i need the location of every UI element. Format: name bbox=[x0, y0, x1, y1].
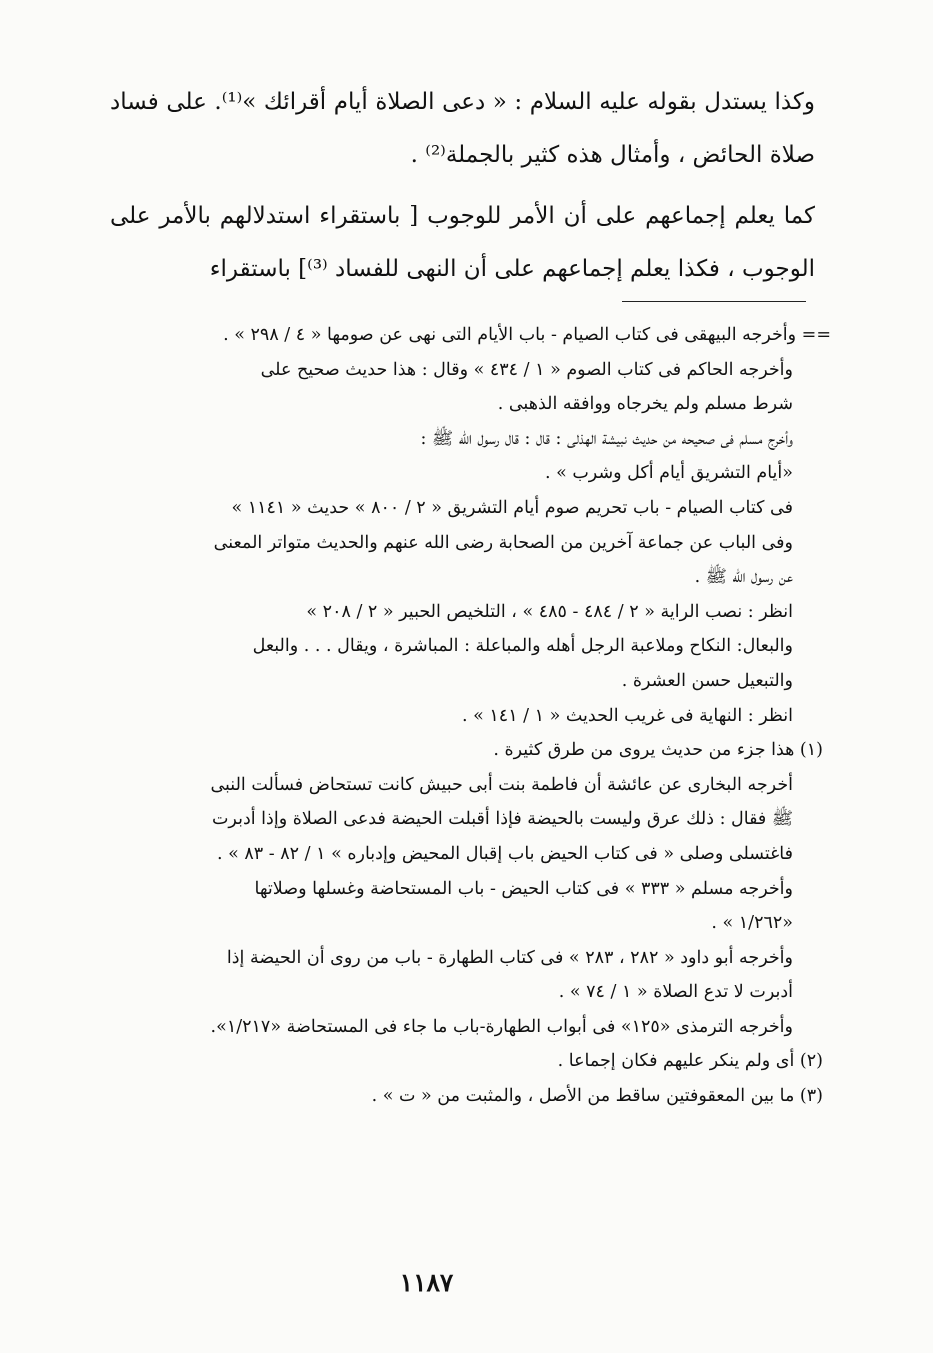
footnote-line: == وأخرجه البيهقى فى كتاب الصيام - باب الأيام التى نهى عن صومها « ٤ / ٢٩٨ » . bbox=[223, 325, 831, 345]
footnote-line: ﷺ فقال : ذلك عرق وليست بالحيضة فإذا أقبلت الحيضة فدعى الصلاة وإذا أدبرت bbox=[211, 809, 793, 830]
footnote-line: وفى الباب عن جماعة آخرين من الصحابة رضى الله عنهم والحديث متواتر المعنى bbox=[213, 532, 793, 553]
main-text bbox=[110, 76, 815, 296]
footnote-line: أخرجه البخارى عن عائشة أن فاطمة بنت أبى حبيش كانت تستحاض فسألت النبى bbox=[210, 774, 793, 795]
footnote-3-line: (٣) ما بين المعقوفتين ساقط من الأصل ، والمثبت من « ت » . bbox=[371, 1086, 823, 1107]
main-paragraph-2: كما يعلم إجماعهم على أن الأمر للوجوب [ باستقراء استدلالهم بالأمر على الوجوب ، فكذا يعلم إجماعهم على أن النهى للفساد ⁽³⁾] باستقراء bbox=[110, 203, 815, 282]
footnote-line: عن رسول الله ﷺ . bbox=[694, 567, 793, 588]
footnote-separator bbox=[622, 301, 806, 302]
footnote-line: فاغتسلى وصلى « فى كتاب الحيض باب إقبال المحيض وإدباره » ١ / ٨٢ - ٨٣ » . bbox=[217, 843, 793, 864]
footnotes bbox=[113, 318, 831, 1114]
footnote-line: وأخرجه مسلم « ٣٣٣ » فى كتاب الحيض - باب المستحاضة وغسلها وصلاتها bbox=[254, 878, 793, 899]
footnote-line: انظر : النهاية فى غريب الحديث « ١ / ١٤١ » . bbox=[461, 705, 793, 726]
footnote-line: انظر : نصب الراية « ٢ / ٤٨٤ - ٤٨٥ » ، التلخيص الحبير « ٢ / ٢٠٨ » bbox=[306, 601, 793, 622]
footnote-line: والتبعيل حسن العشرة . bbox=[621, 670, 793, 691]
footnote-line: أدبرت لا تدع الصلاة « ١ / ٧٤ » . bbox=[558, 982, 793, 1003]
footnote-line: «أيام التشريق أيام أكل وشرب » . bbox=[544, 463, 793, 484]
footnote-1-marker-line: (١) هذا جزء من حديث يروى من طرق كثيرة . bbox=[493, 740, 823, 761]
footnote-line: وأخرجه الترمذى «١٢٥» فى أبواب الطهارة-باب ما جاء فى المستحاضة «١/٢١٧». bbox=[210, 1016, 793, 1037]
main-paragraph-1: وكذا يستدل بقوله عليه السلام : « دعى الصلاة أيام أقرائك »⁽¹⁾. على فساد صلاة الحائض ، وأمثال هذه كثير بالجملة⁽²⁾ . bbox=[110, 89, 815, 168]
footnote-line: وأخرج مسلم فى صحيحه من حديث نبيشة الهذلى : قال : قال رسول الله ﷺ : bbox=[420, 428, 793, 449]
footnote-2-line: (٢) أى ولم ينكر عليهم فكان إجماعا . bbox=[557, 1051, 823, 1072]
page-number bbox=[0, 1268, 933, 1297]
footnote-line: والبعال: النكاح وملاعبة الرجل أهله والمباعلة : المباشرة ، ويقال . . . والبعل bbox=[252, 636, 793, 657]
footnote-line: وأخرجه الحاكم فى كتاب الصوم « ١ / ٤٣٤ » وقال : هذا حديث صحيح على bbox=[260, 359, 793, 380]
page-number-text: ١١٨٧ bbox=[399, 1268, 454, 1297]
footnote-line: وأخرجه أبو داود « ٢٨٢ ، ٢٨٣ » فى كتاب الطهارة - باب من روى أن الحيضة إذا bbox=[226, 947, 793, 968]
footnote-line: فى كتاب الصيام - باب تحريم صوم أيام التشريق « ٢ / ٨٠٠ » حديث « ١١٤١ » bbox=[231, 497, 793, 518]
footnote-line: «١/٢٦٢ » . bbox=[711, 913, 793, 934]
footnote-line: شرط مسلم ولم يخرجاه ووافقه الذهبى . bbox=[497, 394, 793, 415]
